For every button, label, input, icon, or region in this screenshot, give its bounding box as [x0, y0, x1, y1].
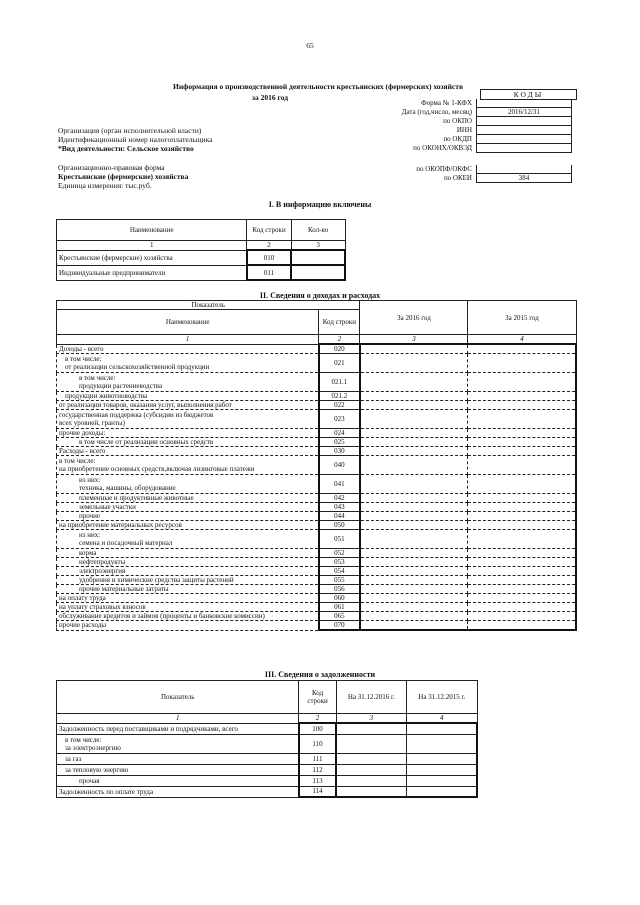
- s2-row-value-2016[interactable]: [360, 373, 468, 392]
- codes-label: ИНН: [456, 126, 472, 134]
- codes-value[interactable]: [476, 99, 572, 108]
- table-row: [57, 438, 577, 447]
- s2-row-value-2015[interactable]: [468, 530, 576, 549]
- s3-row-name: Задолженность перед поставщиками и подрядчиками, всего: [57, 723, 299, 734]
- table-row: [57, 494, 577, 503]
- s2-row-value-2016[interactable]: [360, 567, 468, 576]
- s1-num-2: 2: [247, 241, 291, 251]
- table-row: [57, 429, 577, 438]
- org-inn: Идентификационный номер налогоплательщика: [58, 135, 213, 144]
- s2-row-name: в том числе: от реализации сельскохозяйственной продукции: [57, 354, 319, 373]
- s1-row-value[interactable]: [291, 265, 345, 280]
- s2-row-name: нефтепродукты: [57, 558, 319, 567]
- s2-row-code: 055: [319, 576, 360, 585]
- s2-header-code: Код строки: [319, 310, 360, 335]
- s2-row-name: в том числе: продукции растениеводства: [57, 373, 319, 392]
- section2-title: II. Сведения о доходах и расходах: [259, 291, 381, 300]
- s2-row-value-2016[interactable]: [360, 344, 468, 354]
- s3-row-value-2015[interactable]: [407, 753, 477, 764]
- s2-header-2015: За 2015 год: [468, 301, 576, 335]
- s1-row-name: Индивидуальные предприниматели: [57, 265, 247, 280]
- s2-row-name: из них: семена и посадочный материал: [57, 530, 319, 549]
- s3-header-2015: На 31.12.2015 г.: [407, 681, 477, 714]
- s2-row-code: 021: [319, 354, 360, 373]
- s3-num-1: 1: [57, 714, 299, 724]
- s2-row-value-2015[interactable]: [468, 603, 576, 612]
- s2-row-name: прочие доходы:: [57, 429, 319, 438]
- codes-row: [330, 174, 576, 183]
- s2-row-value-2016[interactable]: [360, 612, 468, 621]
- s1-row-code: 010: [247, 250, 291, 265]
- s2-row-value-2015[interactable]: [468, 494, 576, 503]
- s2-row-value-2015[interactable]: [468, 475, 576, 494]
- codes-value[interactable]: [476, 117, 572, 126]
- s2-row-code: 042: [319, 494, 360, 503]
- s2-row-value-2015[interactable]: [468, 612, 576, 621]
- s2-row-value-2015[interactable]: [468, 401, 576, 410]
- s2-row-value-2016[interactable]: [360, 475, 468, 494]
- s2-row-code: 024: [319, 429, 360, 438]
- s2-row-code: 025: [319, 438, 360, 447]
- s2-row-value-2015[interactable]: [468, 567, 576, 576]
- table-row: [57, 456, 577, 475]
- codes-label: по ОКДП: [443, 135, 472, 143]
- s3-row-value-2016[interactable]: [336, 786, 406, 797]
- org-unit: Единица измерения: тыс.руб.: [58, 181, 152, 190]
- s3-row-name: Задолженность по оплате труда: [57, 786, 299, 797]
- table-row: [57, 354, 577, 373]
- codes-label: по ОКОНХ/ОКВЭД: [413, 144, 472, 152]
- s2-row-name: в том числе: на приобретение основных средств,включая лизинговые платежи: [57, 456, 319, 475]
- table-row: [57, 549, 577, 558]
- s2-row-name: прочие материальные затраты: [57, 585, 319, 594]
- table-row: [57, 753, 478, 764]
- codes-row: [330, 108, 576, 117]
- s2-num-3: 3: [360, 335, 468, 345]
- s2-row-value-2015[interactable]: [468, 594, 576, 603]
- table-row: [57, 530, 577, 549]
- s2-row-value-2016[interactable]: [360, 512, 468, 521]
- s2-row-code: 051: [319, 530, 360, 549]
- table-row: [57, 775, 478, 786]
- s3-row-value-2016[interactable]: [336, 753, 406, 764]
- s2-group-header: Показатель: [57, 301, 360, 310]
- s3-row-code: 111: [299, 753, 336, 764]
- s2-row-name: племенные и продуктивные животные: [57, 494, 319, 503]
- s2-row-code: 060: [319, 594, 360, 603]
- table-row: [57, 621, 577, 631]
- s2-row-value-2015[interactable]: [468, 576, 576, 585]
- s2-row-value-2016[interactable]: [360, 410, 468, 429]
- codes-label: Форма № 1-КФХ: [421, 99, 472, 107]
- section1-title: I. В информацию включены: [268, 200, 372, 209]
- section3-table: [56, 680, 478, 798]
- s2-row-value-2015[interactable]: [468, 456, 576, 475]
- s2-row-value-2016[interactable]: [360, 585, 468, 594]
- table-row: [57, 567, 577, 576]
- codes-label: по ОКЕИ: [443, 174, 472, 182]
- s2-row-code: 022: [319, 401, 360, 410]
- s2-row-value-2015[interactable]: [468, 503, 576, 512]
- s3-num-2: 2: [299, 714, 336, 724]
- table-row: [57, 585, 577, 594]
- s2-row-code: 040: [319, 456, 360, 475]
- s3-row-value-2016[interactable]: [336, 764, 406, 775]
- s3-row-value-2015[interactable]: [407, 723, 477, 734]
- s2-header-2016: За 2016 год: [360, 301, 468, 335]
- s2-row-value-2016[interactable]: [360, 456, 468, 475]
- s2-row-value-2016[interactable]: [360, 603, 468, 612]
- s3-row-name: за тепловую энергию: [57, 764, 299, 775]
- s2-row-name: на уплату страховых взносов: [57, 603, 319, 612]
- codes-row: [330, 117, 576, 126]
- s2-row-value-2015[interactable]: [468, 549, 576, 558]
- s2-row-value-2016[interactable]: [360, 549, 468, 558]
- s2-row-name: Доходы - всего: [57, 344, 319, 354]
- s1-row-value[interactable]: [291, 250, 345, 265]
- page-number: 65: [306, 41, 314, 50]
- s2-row-value-2016[interactable]: [360, 429, 468, 438]
- s3-header-2016: На 31.12.2016 г.: [336, 681, 406, 714]
- s2-row-value-2015[interactable]: [468, 429, 576, 438]
- org-legal-form-value: Крестьянские (фермерские) хозяйства: [58, 172, 189, 181]
- codes-row: [330, 144, 576, 153]
- s3-row-value-2015[interactable]: [407, 786, 477, 797]
- table-row: [57, 512, 577, 521]
- s3-header-name: Показатель: [57, 681, 299, 714]
- s1-header-name: Наименование: [57, 220, 247, 241]
- s2-row-value-2016[interactable]: [360, 594, 468, 603]
- org-activity: *Вид деятельности: Сельское хозяйство: [58, 144, 194, 153]
- s2-row-name: на приобретение материальных ресурсов: [57, 521, 319, 530]
- s2-row-code: 061: [319, 603, 360, 612]
- s2-row-code: 023: [319, 410, 360, 429]
- s2-row-value-2015[interactable]: [468, 585, 576, 594]
- org-organization: Организация (орган исполнительной власти): [58, 126, 202, 135]
- s2-row-name: государственная поддержка (субсидии из бюджетов всех уровней, гранты): [57, 410, 319, 429]
- s3-row-value-2016[interactable]: [336, 723, 406, 734]
- s2-row-value-2015[interactable]: [468, 521, 576, 530]
- table-row: [57, 558, 577, 567]
- codes-label: по ОКОПФ/ОКФС: [416, 165, 472, 173]
- codes-row: [330, 99, 576, 108]
- codes-value[interactable]: [476, 126, 572, 135]
- section2-table: [56, 300, 577, 631]
- s2-row-code: 041: [319, 475, 360, 494]
- s2-row-code: 070: [319, 621, 360, 631]
- s2-num-4: 4: [468, 335, 576, 345]
- table-row: [57, 576, 577, 585]
- s2-row-code: 021.1: [319, 373, 360, 392]
- table-row: [57, 373, 577, 392]
- s1-header-qty: Кол-во: [291, 220, 345, 241]
- s2-row-value-2015[interactable]: [468, 373, 576, 392]
- s2-row-name: из них: техника, машины, оборудование: [57, 475, 319, 494]
- s2-row-name: удобрения и химические средства защиты растений: [57, 576, 319, 585]
- s2-row-name: прочие расходы: [57, 621, 319, 631]
- s2-row-value-2016[interactable]: [360, 503, 468, 512]
- s3-row-value-2016[interactable]: [336, 734, 406, 753]
- s2-row-name: Расходы - всего: [57, 447, 319, 456]
- s2-row-name: корма: [57, 549, 319, 558]
- table-row: [57, 392, 577, 401]
- s3-row-value-2015[interactable]: [407, 764, 477, 775]
- report-title: Информация о производственной деятельности крестьянских (фермерских) хозяйств: [172, 82, 463, 91]
- s2-row-value-2015[interactable]: [468, 447, 576, 456]
- s2-row-value-2016[interactable]: [360, 438, 468, 447]
- s2-row-value-2016[interactable]: [360, 494, 468, 503]
- s2-row-code: 021.2: [319, 392, 360, 401]
- s2-row-code: 052: [319, 549, 360, 558]
- s1-row-name: Крестьянские (фермерские) хозяйства: [57, 250, 247, 265]
- codes-row: [330, 126, 576, 135]
- codes-row: [330, 165, 576, 174]
- s3-row-name: прочая: [57, 775, 299, 786]
- s3-num-4: 4: [407, 714, 477, 724]
- s3-row-value-2016[interactable]: [336, 775, 406, 786]
- s2-row-value-2016[interactable]: [360, 558, 468, 567]
- s2-row-value-2015[interactable]: [468, 344, 576, 354]
- table-row: [57, 612, 577, 621]
- codes-label: по ОКПО: [443, 117, 472, 125]
- s2-row-code: 044: [319, 512, 360, 521]
- codes-value[interactable]: [476, 135, 572, 144]
- s2-row-code: 030: [319, 447, 360, 456]
- s2-row-value-2015[interactable]: [468, 438, 576, 447]
- s1-header-code: Код строки: [247, 220, 291, 241]
- s2-row-value-2015[interactable]: [468, 512, 576, 521]
- codes-label: Дата (год,число, месяц): [401, 108, 472, 116]
- s1-num-1: 1: [57, 241, 247, 251]
- codes-value[interactable]: 384: [476, 174, 572, 183]
- codes-block: [330, 99, 576, 183]
- codes-value[interactable]: 2016/12/31: [476, 108, 572, 117]
- s2-row-value-2016[interactable]: [360, 576, 468, 585]
- s2-row-value-2016[interactable]: [360, 530, 468, 549]
- codes-value[interactable]: [476, 165, 572, 174]
- s2-row-value-2015[interactable]: [468, 558, 576, 567]
- table-row: [57, 521, 577, 530]
- s3-row-code: 114: [299, 786, 336, 797]
- table-row: [57, 475, 577, 494]
- codes-value[interactable]: [476, 144, 572, 153]
- s2-row-name: земельные участки: [57, 503, 319, 512]
- s2-row-value-2015[interactable]: [468, 410, 576, 429]
- s2-row-name: прочие: [57, 512, 319, 521]
- s2-row-code: 054: [319, 567, 360, 576]
- org-legal-form: Организационно-правовая форма: [58, 163, 165, 172]
- s2-num-2: 2: [319, 335, 360, 345]
- s3-row-value-2015[interactable]: [407, 775, 477, 786]
- s2-row-value-2016[interactable]: [360, 521, 468, 530]
- report-subtitle: за 2016 год: [251, 93, 289, 102]
- s1-num-3: 3: [291, 241, 345, 251]
- s2-row-code: 065: [319, 612, 360, 621]
- s2-row-name: в том числе от реализации основных средств: [57, 438, 319, 447]
- s2-row-value-2016[interactable]: [360, 392, 468, 401]
- s2-row-name: от реализации товаров, оказания услуг, выполнения работ: [57, 401, 319, 410]
- s2-row-value-2016[interactable]: [360, 354, 468, 373]
- s2-row-code: 020: [319, 344, 360, 354]
- s2-row-name: на оплату труда: [57, 594, 319, 603]
- table-row: [57, 344, 577, 354]
- s3-row-code: 113: [299, 775, 336, 786]
- s2-row-value-2015[interactable]: [468, 392, 576, 401]
- section3-title: III. Сведения о задолженности: [264, 670, 376, 679]
- s2-row-name: электроэнергия: [57, 567, 319, 576]
- table-row: [57, 447, 577, 456]
- s3-row-name: в том числе: за электроэнергию: [57, 734, 299, 753]
- s2-header-name: Наименование: [57, 310, 319, 335]
- s2-row-code: 053: [319, 558, 360, 567]
- s2-row-name: обслуживание кредитов и займов (проценты и банковские комиссии): [57, 612, 319, 621]
- codes-row: [330, 135, 576, 144]
- s3-row-value-2015[interactable]: [407, 734, 477, 753]
- table-row: [57, 786, 478, 797]
- table-row: [57, 764, 478, 775]
- s2-row-name: продукции животноводства: [57, 392, 319, 401]
- s3-row-name: за газ: [57, 753, 299, 764]
- table-row: [57, 401, 577, 410]
- s2-num-1: 1: [57, 335, 319, 345]
- table-row: [57, 503, 577, 512]
- s3-num-3: 3: [336, 714, 406, 724]
- s2-row-code: 050: [319, 521, 360, 530]
- table-row: [57, 734, 478, 753]
- s2-row-value-2015[interactable]: [468, 354, 576, 373]
- table-row: [57, 594, 577, 603]
- table-row: [57, 410, 577, 429]
- s3-header-code: Код строки: [299, 681, 336, 714]
- s2-row-value-2016[interactable]: [360, 401, 468, 410]
- s2-row-code: 043: [319, 503, 360, 512]
- s2-row-value-2016[interactable]: [360, 447, 468, 456]
- s2-row-value-2016[interactable]: [360, 621, 468, 631]
- s1-row-code: 011: [247, 265, 291, 280]
- table-row: [57, 603, 577, 612]
- s3-row-code: 112: [299, 764, 336, 775]
- codes-header: КОДЫ: [480, 89, 577, 100]
- s3-row-code: 110: [299, 734, 336, 753]
- s2-row-value-2015[interactable]: [468, 621, 576, 631]
- s3-row-code: 100: [299, 723, 336, 734]
- table-row: [57, 723, 478, 734]
- section1-table: [56, 219, 346, 281]
- s2-row-code: 056: [319, 585, 360, 594]
